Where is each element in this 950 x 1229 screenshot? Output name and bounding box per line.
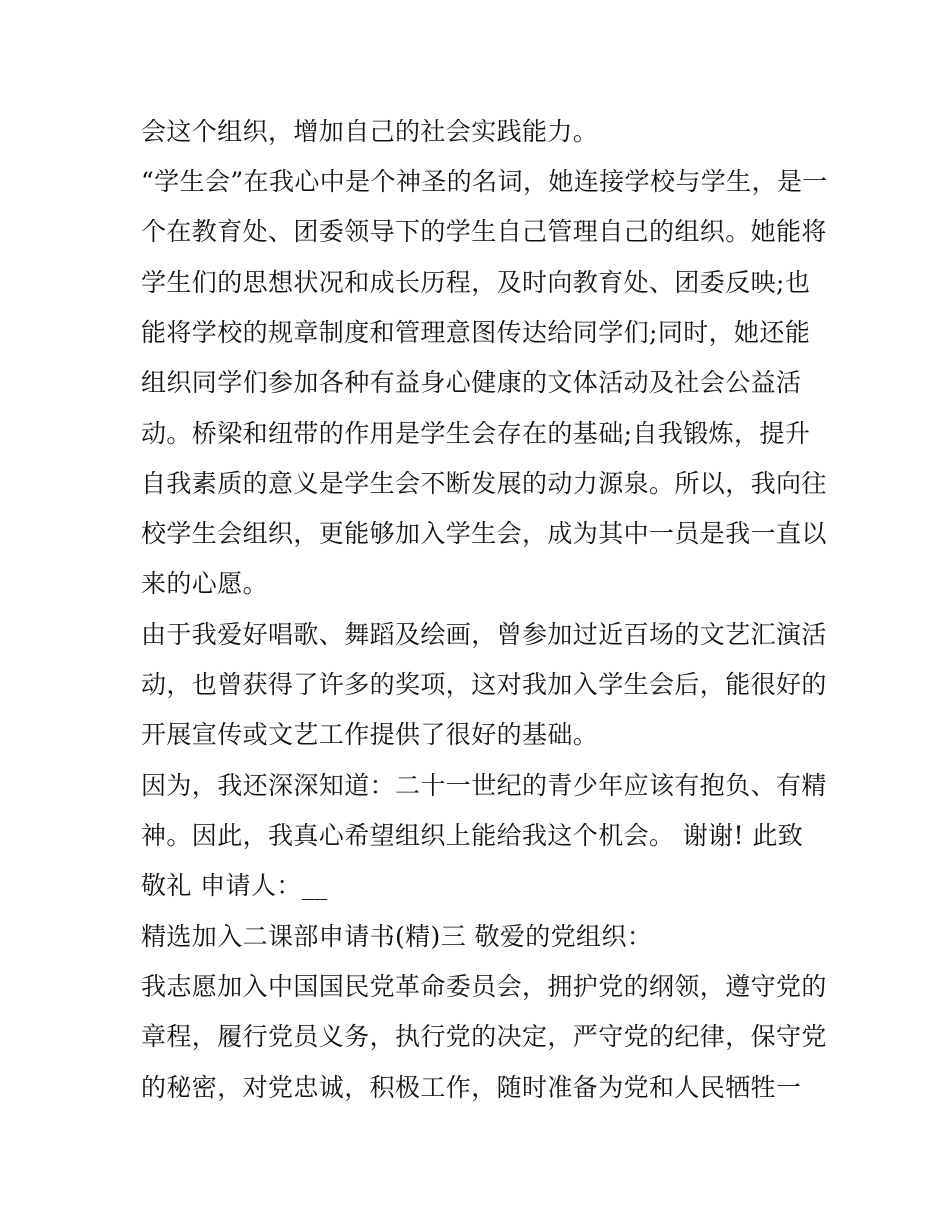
text-line: 会这个组织，增加自己的社会实践能力。 [141, 117, 599, 146]
text-line: 精选加入二课部申请书(精)三 敬爱的党组织： [141, 922, 653, 951]
text-line: 神。因此，我真心希望组织上能给我这个机会。 谢谢! 此致 [141, 821, 804, 850]
text-line: 敬礼 申请人：__ [141, 871, 328, 900]
text-line: 来的心愿。 [141, 569, 269, 598]
text-line: “学生会”在我心中是个神圣的名词，她连接学校与学生，是一 [141, 167, 828, 196]
text-line: 因为，我还深深知道：二十一世纪的青少年应该有抱负、有精 [141, 771, 827, 800]
text-line: 我志愿加入中国国民党革命委员会，拥护党的纲领，遵守党的 [141, 972, 827, 1001]
text-line: 的秘密，对党忠诚，积极工作，随时准备为党和人民牺牲一 [141, 1073, 802, 1102]
text-line: 开展宣传或文艺工作提供了很好的基础。 [141, 720, 599, 749]
text-line: 动，也曾获得了许多的奖项，这对我加入学生会后，能很好的 [141, 670, 827, 699]
text-line: 能将学校的规章制度和管理意图传达给同学们;同时，她还能 [141, 318, 811, 347]
text-line: 校学生会组织，更能够加入学生会，成为其中一员是我一直以 [141, 519, 827, 548]
text-line: 个在教育处、团委领导下的学生自己管理自己的组织。她能将 [141, 217, 827, 246]
text-line: 章程，履行党员义务，执行党的决定，严守党的纪律，保守党 [141, 1022, 827, 1051]
text-line: 组织同学们参加各种有益身心健康的文体活动及社会公益活 [141, 368, 802, 397]
text-line: 动。桥梁和纽带的作用是学生会存在的基础;自我锻炼，提升 [141, 419, 811, 448]
text-line: 学生们的思想状况和成长历程，及时向教育处、团委反映;也 [141, 268, 811, 297]
text-line: 自我素质的意义是学生会不断发展的动力源泉。所以，我向往 [141, 469, 827, 498]
text-line: 由于我爱好唱歌、舞蹈及绘画，曾参加过近百场的文艺汇演活 [141, 620, 827, 649]
